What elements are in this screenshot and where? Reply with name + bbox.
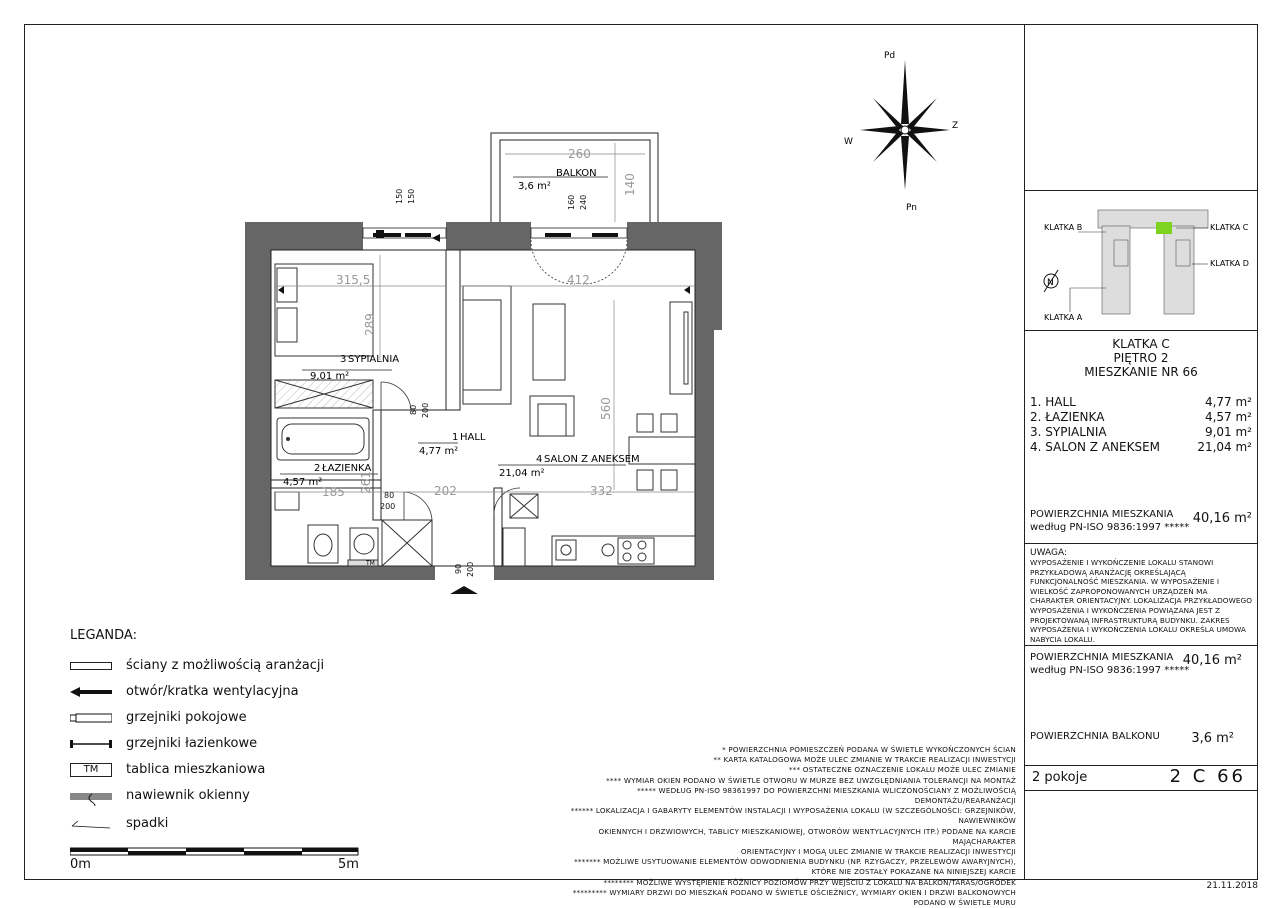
sofa	[463, 286, 511, 404]
dimension: 150	[395, 188, 404, 204]
legend-item: spadki	[70, 816, 168, 831]
ventilation-arrow-icon	[70, 686, 112, 698]
dimension: 185	[322, 485, 345, 499]
legend-item: grzejniki łazienkowe	[70, 736, 257, 751]
key-plan	[1026, 196, 1256, 326]
list-item: 1. HALL 4,77 m²	[1030, 395, 1252, 409]
wall-symbol-icon	[70, 662, 112, 670]
dimension: 315,5	[336, 273, 371, 287]
balcony-area: POWIERZCHNIA BALKONU 3,6 m²	[1030, 731, 1234, 746]
panel-separator	[1024, 330, 1258, 331]
dimension: 560	[599, 397, 613, 420]
dimension: 202	[434, 484, 457, 498]
dimension: 140	[623, 173, 637, 196]
keyplan-label: KLATKA C	[1210, 223, 1249, 232]
room-area: 4,57 m²	[283, 477, 323, 488]
klatka: KLATKA C	[1112, 337, 1170, 351]
coffee-table	[533, 304, 565, 380]
apartment-code: 2 C 66	[1169, 766, 1246, 787]
compass-west-label: W	[844, 137, 853, 147]
total-area-2: POWIERZCHNIA MIESZKANIA według PN-ISO 9836:1997 ***** 40,16 m²	[1030, 652, 1242, 676]
uwaga-note: UWAGA: WYPOSAŻENIE I WYKOŃCZENIE LOKALU STANOWI PRZYKŁADOWĄ ARANŻACJĘ OKREŚLAJĄCĄ FUNKCJONALNOŚĆ MIESZKANIA. W WYPOSAŻENIE I WIELKOŚĆ ZAPROPONOWANYCH URZĄDZEŃ MA CHARAKTER ORIENTACYJNY. LOKALIZACJA PRZYKŁADOWEGO WYPOSAŻENIA I WYKOŃCZENIA POWIĄZANA JEST Z PROJEKTOWANĄ INFRASTRUKTURĄ BUDYNKU. ZAKRES WYPOSAŻENIA I WYKOŃCZENIA LOKALU OKREŚLA UMOWA NABYCIA LOKALU.	[1030, 548, 1252, 644]
room-name: SYPIALNIA	[348, 354, 400, 365]
room-number: 2	[314, 463, 321, 474]
bathroom-radiator-icon	[70, 738, 112, 750]
list-item: 2. ŁAZIENKA 4,57 m²	[1030, 410, 1252, 424]
dimension: 200	[466, 561, 475, 577]
dimension: 80	[409, 404, 418, 415]
panel-separator	[1024, 645, 1258, 646]
kitchen-counter	[552, 536, 695, 566]
dimension: 160	[567, 194, 576, 210]
legend-item: grzejniki pokojowe	[70, 710, 247, 725]
room-number: 3	[340, 354, 347, 365]
legend-item: nawiewnik okienny	[70, 788, 250, 803]
legend-item: TM tablica mieszkaniowa	[70, 762, 265, 777]
room-area: 3,6 m²	[518, 181, 551, 192]
keyplan-label: KLATKA B	[1044, 223, 1083, 232]
dimension: 289	[363, 313, 377, 336]
entry-wardrobe	[503, 528, 525, 566]
dimension: 80	[384, 491, 395, 500]
dimension: 332	[590, 484, 613, 498]
keyplan-north: N	[1047, 278, 1054, 288]
panel-separator	[1024, 190, 1258, 191]
list-item: 4. SALON Z ANEKSEM 21,04 m²	[1030, 440, 1252, 454]
window-vent-icon	[70, 790, 112, 802]
dimension: 200	[380, 502, 396, 511]
room-number: 4	[536, 454, 543, 465]
list-item: 3. SYPIALNIA 9,01 m²	[1030, 425, 1252, 439]
dimension: 412	[567, 273, 590, 287]
panel-divider	[1024, 24, 1025, 880]
footnotes: * POWIERZCHNIA POMIESZCZEŃ PODANA W ŚWIETLE WYKOŃCZONYCH ŚCIAN ** KARTA KATALOGOWA MOŻE ULEC ZMIANIE W TRAKCIE REALIZACJI INWESTYCJI *** OSTATECZNE OZNACZENIE LOKALU MOŻE ULEC ZMIANIE **** WYMIAR OKIEN PODANO W ŚWIETLE OTWORU W MURZE BEZ UWZGLĘDNIANIA TOLERANCJI NA MONTAŻ ***** WEDŁUG PN-ISO 98361997 DO POWIERZCHNI MIESZKANIA WLICZONOŚCIANY Z MOŻLIWOŚCIĄ DEMONTAŻU/REARANŻACJI ****** LOKALIZACJA I GABARYTY ELEMENTÓW INSTALACJI I WYPOSAŻENIA LOKALU (W SZCZEGÓLNOŚCI: GRZEJNIKÓW, NAWIEWNIKÓW OKIENNYCH I DRZWIOWYCH, TABLICY MIESZKANIOWEJ, OTWORÓW WENTYLACYJNYCH ITP.) PODANE NA KARCIE MAJĄCHARAKTER ORIENTACYJNY I MOGĄ ULEC ZMIANIE W TRAKCIE REALIZACJI INWESTYCJI ******* MOŻLIWE USYTUOWANIE ELEMENTÓW ODWODNIENIA BUDYNKU (NP. RZYGACZY, PRZELEWÓW AWARYJNYCH), KTÓRE NIE ZOSTAŁY POKAZANE NA NINIEJSZEJ KARCIE ******** MOŻLIWE WYSTĘPIENIE RÓŻNICY POZIOMÓW PRZY WEJŚCIU Z LOKALU NA BALKON/TARAS/OGRÓDEK ********* WYMIARY DRZWI DO MIESZKAŃ PODANO W ŚWIETLE OŚCIEŻNICY, WYMIARY OKIEN I DRZWI BALKONOWYCH PODANO W ŚWIETLE MURU	[570, 745, 1016, 908]
room-area: 4,77 m²	[419, 446, 459, 457]
room-name: ŁAZIENKA	[322, 463, 372, 474]
mieszkanie: MIESZKANIE NR 66	[1084, 365, 1198, 379]
compass-east-label: Z	[952, 121, 959, 131]
dimension: 90	[454, 563, 463, 574]
scale-end: 5m	[338, 857, 359, 872]
armchair	[530, 396, 574, 436]
compass-rose	[860, 60, 950, 190]
legend-title: LEGANDA:	[70, 628, 137, 643]
tm-board: TM	[366, 560, 375, 567]
room-number: 1	[452, 432, 459, 443]
room-area: 9,01 m²	[310, 371, 350, 382]
tm-board-icon: TM	[70, 763, 112, 777]
dimension: 150	[407, 188, 416, 204]
room-count: 2 pokoje	[1032, 770, 1088, 785]
dimension: 260	[568, 147, 591, 161]
dimension: 200	[421, 402, 430, 418]
dimension: 261	[359, 471, 373, 494]
toilet	[308, 525, 338, 563]
panel-separator	[1024, 790, 1258, 791]
tv-cabinet	[670, 302, 692, 394]
room-area: 21,04 m²	[499, 468, 545, 479]
apartment-header	[1030, 337, 1252, 379]
room-name: SALON Z ANEKSEM	[544, 454, 640, 465]
scale-start: 0m	[70, 857, 91, 872]
scale-bar	[70, 844, 370, 864]
radiator-icon	[70, 712, 112, 724]
keyplan-label: KLATKA A	[1044, 313, 1083, 322]
room-name: HALL	[460, 432, 486, 443]
apartment-code-bar	[1030, 768, 1252, 788]
total-area-1: POWIERZCHNIA MIESZKANIA według PN-ISO 9836:1997 ***** 40,16 m²	[1030, 509, 1252, 533]
legend-item: otwór/kratka wentylacyjna	[70, 684, 299, 699]
dining-table	[629, 414, 695, 490]
panel-separator	[1024, 543, 1258, 544]
compass-south-label: Pn	[906, 203, 917, 213]
date-stamp: 21.11.2018	[1206, 881, 1258, 891]
pietro: PIĘTRO 2	[1113, 351, 1169, 365]
apartment-highlight	[1156, 222, 1172, 234]
legend-item: ściany z możliwością aranżacji	[70, 658, 324, 673]
room-areas-list	[1030, 395, 1252, 455]
entrance-arrow	[450, 586, 478, 594]
compass-north-label: Pd	[884, 51, 896, 61]
slope-icon	[70, 818, 112, 830]
dimension: 240	[579, 194, 588, 210]
keyplan-label: KLATKA D	[1210, 259, 1249, 268]
room-name: BALKON	[556, 168, 597, 179]
